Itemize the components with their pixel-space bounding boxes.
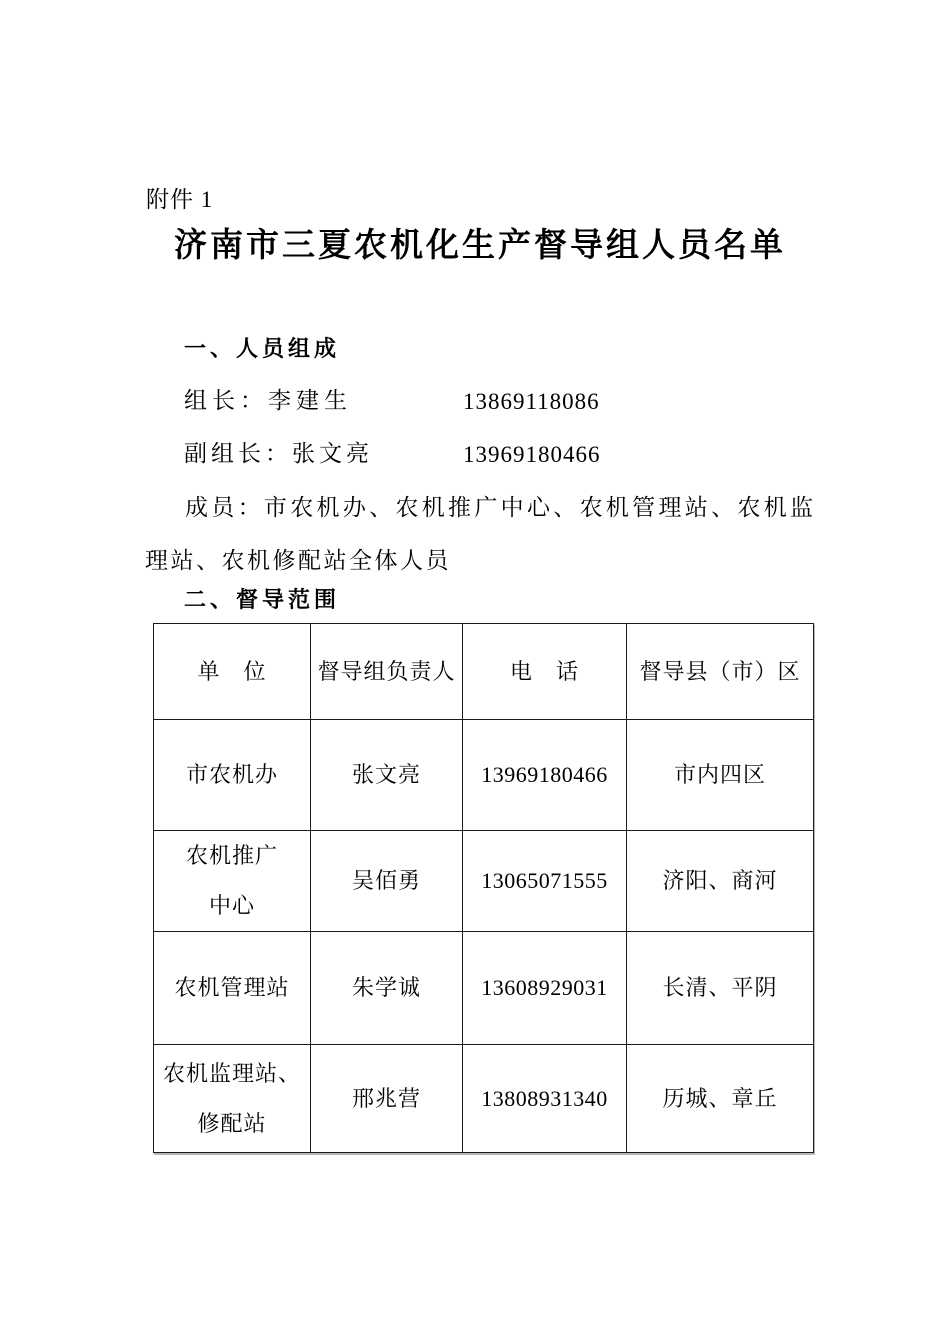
cell-person: 邢兆营 bbox=[311, 1045, 463, 1153]
col-header-phone: 电 话 bbox=[463, 624, 627, 720]
members-paragraph-line2: 理站、农机修配站全体人员 bbox=[145, 548, 451, 573]
unit-line: 中心 bbox=[208, 893, 255, 918]
unit-line: 农机监理站、 bbox=[162, 1060, 301, 1086]
leader-phone-number: 13869118086 bbox=[463, 389, 600, 414]
table-row bbox=[154, 932, 814, 1045]
col-header-region: 督导县（市）区 bbox=[627, 624, 814, 720]
table-row bbox=[154, 1045, 814, 1153]
cell-unit bbox=[154, 932, 311, 1045]
members-paragraph-line1: 成员：市农机办、农机推广中心、农机管理站、农机监 bbox=[185, 495, 815, 520]
supervision-scope-table bbox=[153, 623, 814, 1153]
heading-personnel-composition: 一、人员组成 bbox=[184, 336, 341, 361]
col-header-unit: 单 位 bbox=[154, 624, 311, 720]
cell-phone: 13969180466 bbox=[463, 720, 627, 831]
unit-line: 修配站 bbox=[197, 1110, 267, 1136]
unit-line: 市农机办 bbox=[185, 762, 278, 787]
unit-line: 农机管理站 bbox=[174, 975, 290, 1000]
cell-person: 朱学诚 bbox=[311, 932, 463, 1045]
attachment-label: 附件 1 bbox=[146, 187, 214, 212]
cell-phone: 13608929031 bbox=[463, 932, 627, 1045]
col-header-group-leader: 督导组负责人 bbox=[311, 624, 463, 720]
unit-line: 农机推广 bbox=[185, 843, 278, 868]
cell-region: 长清、平阴 bbox=[627, 932, 814, 1045]
cell-unit bbox=[154, 720, 311, 831]
members-paragraph bbox=[145, 481, 815, 587]
cell-person: 张文亮 bbox=[311, 720, 463, 831]
cell-unit bbox=[154, 831, 311, 932]
deputy-leader-phone-number: 13969180466 bbox=[463, 442, 601, 467]
cell-region: 济阳、商河 bbox=[627, 831, 814, 932]
document-title: 济南市三夏农机化生产督导组人员名单 bbox=[174, 228, 786, 264]
heading-supervision-scope: 二、督导范围 bbox=[184, 587, 341, 612]
cell-region: 历城、章丘 bbox=[627, 1045, 814, 1153]
cell-region: 市内四区 bbox=[627, 720, 814, 831]
deputy-leader-name-line: 副组长：张文亮 bbox=[184, 441, 373, 466]
cell-phone: 13065071555 bbox=[463, 831, 627, 932]
table-row bbox=[154, 720, 814, 831]
cell-person: 吴佰勇 bbox=[311, 831, 463, 932]
table-row bbox=[154, 831, 814, 932]
leader-name-line: 组长：李建生 bbox=[184, 388, 352, 413]
table-header-row bbox=[154, 624, 814, 720]
cell-phone: 13808931340 bbox=[463, 1045, 627, 1153]
cell-unit bbox=[154, 1045, 311, 1153]
